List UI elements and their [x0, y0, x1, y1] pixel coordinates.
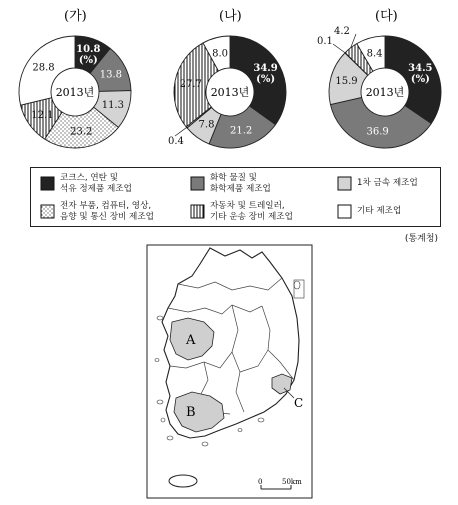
pie-title: (나) [219, 9, 242, 24]
pie-value-label: 10.8 (%) [76, 43, 101, 66]
pie-title: (가) [64, 9, 87, 24]
pie-value-label: 4.2 [334, 26, 350, 37]
legend-label-coke: 코크스, 연탄 및 석유 정제품 제조업 [60, 173, 132, 194]
legend-label-chemical: 화학 물질 및 화학제품 제조업 [210, 173, 271, 194]
legend-label-electronics: 전자 부품, 컴퓨터, 영상, 음향 및 통신 장비 제조업 [60, 201, 154, 222]
pie-value-label: 11.3 [101, 99, 124, 111]
pie-value-label: 12.1 [31, 110, 54, 122]
pie-center-label: 2013년 [365, 86, 405, 99]
scale-zero: 0 [258, 478, 263, 486]
legend-label-vehicle: 자동차 및 트레일러, 기타 운송 장비 제조업 [210, 201, 293, 222]
pie-value-label: 28.8 [32, 62, 55, 74]
pie-value-label: 34.9 (%) [253, 63, 278, 86]
pie-value-label: 34.5 (%) [408, 62, 433, 85]
pie-value-label: 15.9 [335, 76, 358, 88]
jeju-island [169, 475, 197, 487]
pie-value-label: 27.7 [179, 79, 202, 91]
map-label-c: C [294, 396, 304, 410]
map-label-a: A [186, 333, 196, 348]
pie-value-label: 21.2 [230, 125, 253, 137]
map-label-b: B [186, 405, 196, 420]
pie-value-label: 8.0 [212, 48, 229, 60]
pie-value-label: 13.8 [99, 69, 122, 81]
pie-value-label: 23.2 [70, 126, 93, 138]
pie-title: (다) [375, 9, 398, 24]
pie-center-label: 2013년 [55, 86, 95, 99]
source-note: (통계청) [404, 234, 438, 244]
pie-value-label: 0.4 [168, 136, 184, 147]
pie-value-label: 36.9 [366, 126, 389, 138]
scale-distance: 50km [282, 478, 302, 486]
legend-label-metal: 1차 금속 제조업 [357, 178, 418, 188]
pie-center-label: 2013년 [210, 86, 250, 99]
legend-label-other: 기타 제조업 [357, 206, 402, 216]
pie-value-label: 8.4 [366, 48, 383, 60]
pie-value-label: 7.8 [198, 119, 215, 131]
pie-value-label: 0.1 [317, 36, 333, 47]
